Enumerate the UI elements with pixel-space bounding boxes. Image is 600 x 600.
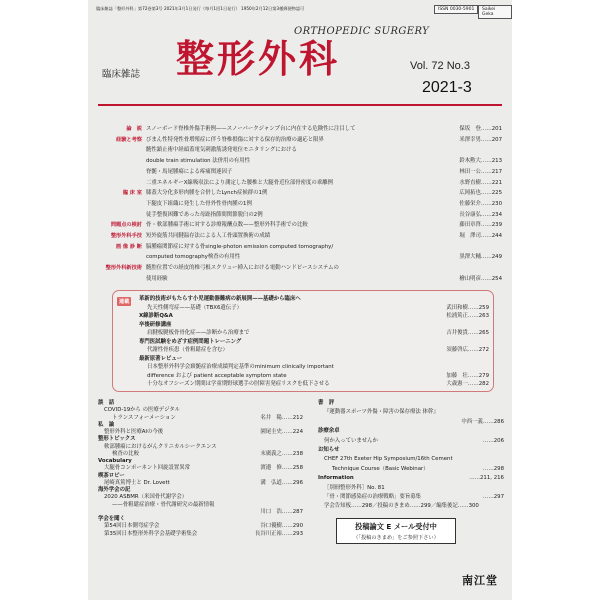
article-category: 問題点の検討 — [110, 222, 142, 229]
column-text: 私 論 — [98, 421, 115, 428]
journal-prefix: 臨床雑誌 — [102, 69, 141, 80]
column-text: 海外学会の記 — [98, 487, 131, 493]
column-text: 何か入っていませんか — [324, 437, 378, 444]
column-text: Vocabulary — [98, 458, 132, 464]
issue-date: 2021-3 — [422, 79, 472, 96]
column-text: 学会告知板……298／投稿のきまめ……299／編集後記……300 — [324, 503, 479, 510]
email-submission-callout — [336, 518, 456, 544]
column-author-page: 末廣義之……238 — [260, 450, 303, 457]
column-text: 2020 ASBMR（米国骨代謝学会） — [104, 494, 188, 501]
article-author-page: 堀 澤司……244 — [459, 233, 502, 239]
serial-text: 専門医試験をめざす症例問題トレーニング — [139, 338, 242, 345]
publisher-tag: Saikei Geka — [478, 5, 512, 19]
article-category: 経験と考察 — [116, 136, 142, 143]
column-text: Information — [318, 475, 354, 482]
article-category: 臨 床 室 — [122, 190, 142, 197]
serial-tag: 連載 — [119, 299, 130, 305]
column-author-page: 名井 陽……212 — [260, 414, 303, 421]
right-column — [318, 400, 504, 520]
serial-author-page: 武田和樹……259 — [446, 304, 489, 311]
article-author-page: 水野直樹……221 — [459, 179, 502, 186]
column-author-page: 長谷川正裕……293 — [254, 530, 303, 537]
column-text: お知らせ — [318, 447, 340, 453]
column-author-page: 中西一義……286 — [461, 418, 504, 425]
issn-box: ISSN 0030-5901 — [434, 5, 478, 14]
column-text: 「骨・関節感染症の治療戦略」要旨募集 — [324, 494, 422, 500]
article-title: 徒手整復困難であった母趾指節間関節脱臼の2例 — [146, 211, 263, 218]
magazine-cover — [88, 0, 512, 600]
article-title: 短外旋筋共同腱温存法による人工骨頭置換術の成績 — [146, 233, 270, 239]
column-text: 第35回日本整形外科学会基礎学術集会 — [104, 530, 198, 537]
column-text: 尾崎真篤博士と Dr. Lovett — [104, 479, 170, 486]
serial-list — [139, 296, 489, 391]
column-text: 第54回日本側弯症学会 — [104, 523, 160, 530]
serial-text: 卒後研修講座 — [139, 321, 172, 328]
column-author-page: ……206 — [482, 437, 504, 444]
column-text: Technique Course（Basic Webinar） — [332, 465, 429, 472]
column-text: 『運動器スポーツ外傷・障害の保存療法 体幹』 — [324, 409, 439, 416]
article-title: 髄性鎮止術中経頭蓋電気刺激筋誘発電位モニタリングにおける — [146, 147, 297, 154]
column-author-page: 溝 弘道……296 — [260, 479, 303, 486]
serial-author-page: 大歳憲一……282 — [446, 381, 489, 387]
article-list — [98, 126, 502, 291]
serial-text: 先天性側弯症——基礎（TBX6遺伝子） — [147, 304, 242, 311]
column-text: 整形外科と医療AIの今後 — [104, 429, 164, 435]
serial-text: 革新的技術がもたらす小児運動器難病の新展開——基礎から臨床へ — [139, 296, 301, 302]
article-author-page: 佐藤栄介……230 — [459, 200, 502, 207]
article-title: 脊髄・馬尾腫瘍による疼痛関連因子 — [146, 168, 233, 175]
callout-title: 投稿論文 E メール受付中 — [355, 522, 437, 531]
article-title: computed tomography検査の有用性 — [146, 254, 241, 261]
left-column — [98, 400, 303, 540]
column-author-page: 園尾圭史……224 — [260, 429, 303, 435]
column-text: 軟部腫瘍におけるがんクリニカルシークエンス — [104, 443, 217, 450]
serial-author-page: 須藤啓広……272 — [446, 347, 489, 353]
article-title: びまん性特発性骨増殖症に伴う脊椎損傷に対する保存的治療の適応と限界 — [146, 136, 324, 143]
serial-text: 代謝性骨疾患（骨粗鬆症を含む） — [147, 347, 228, 353]
main-title: 整形外科 — [176, 36, 341, 81]
column-text: トランスフォーメーション — [112, 414, 176, 421]
article-category: 整形外科手技 — [110, 233, 142, 239]
serial-text: 十分なオフシーズン期間は学童期野球選手の肘障害発症リスクを低下させる — [147, 381, 330, 387]
article-category: 画 像 診 断 — [115, 243, 142, 250]
print-info: 臨床雑誌「整形外科」第72巻第3号 2021年3月1日発行（毎月1回1日発行） 1950年2月12日第3種郵便物認可 — [96, 6, 305, 11]
article-title: 下腿皮下組織に発生した骨外性骨肉腫の1例 — [146, 200, 252, 207]
column-author-page: ……211, 216 — [469, 475, 504, 482]
article-title: 使用経験 — [146, 275, 168, 282]
column-author-page: 谷口優樹……290 — [260, 523, 303, 530]
column-text: 大腿骨コンポーネント回旋設置異常 — [104, 465, 190, 472]
column-text: 喫茶ロビー — [98, 472, 125, 479]
article-title: 膝蓋大分化多形肉腫を合併したLynch症候群の1例 — [146, 190, 268, 197]
column-text: COVID-19から の医療デジタル — [104, 407, 181, 414]
column-author-page: 渡邉 修……258 — [260, 465, 303, 472]
article-author-page: 長谷康弘……234 — [459, 211, 502, 218]
column-text: CHEF 27th Exeter Hip Symposium/16th Cement — [324, 456, 453, 463]
column-text: 書 評 — [318, 400, 335, 406]
article-title: double train stimulation 法併用の有用性 — [146, 158, 251, 165]
serial-author-page: 松浦篤正……263 — [446, 313, 489, 319]
article-title: 二重エネルギーX線吸収法により測定した腰椎と大腿骨近位部骨密度の乖離例 — [146, 179, 333, 186]
serial-author-page: 加藤 壮……279 — [446, 372, 489, 379]
article-author-page: 林田一公……217 — [459, 168, 502, 175]
serial-text: 最新原著レビュー — [139, 355, 183, 362]
article-title: スノーボード脊椎外傷手術例——スノーパークジャンプ台に内在する危険性に注目して — [146, 126, 356, 132]
article-author-page: 広岡拓也……225 — [459, 190, 502, 197]
column-text: 診療余卓 — [318, 428, 340, 435]
article-category: 論 説 — [126, 126, 142, 132]
article-title: 脳腫瘍関節症に対する骨single-photon emission computed tomography/ — [146, 243, 334, 250]
column-text: 学会を聞く — [98, 516, 125, 522]
serial-text: difference および patient acceptable symptom state — [147, 372, 287, 379]
column-text: ——骨粗鬆症治療・骨代謝研究の最新情報 — [112, 501, 215, 508]
column-author-page: ……298 — [482, 465, 504, 472]
english-title: ORTHOPEDIC SURGERY — [294, 26, 430, 37]
column-text: 検査の比較 — [112, 450, 139, 457]
callout-note: （「投稿のきまめ」をご参照下さい） — [353, 535, 439, 541]
article-title: 骨・軟部腫瘍手術に対する診療報酬点数——整形外科手術での比較 — [146, 222, 308, 229]
article-title: 髄腔位置での経皮的椎弓根スクリュー挿入における電動ハンドピースシステムの — [146, 265, 339, 272]
volume-number: Vol. 72 No.3 — [410, 60, 470, 72]
serial-text: 肩腱板腱板骨骨化症——診断から治療まで — [147, 330, 250, 336]
article-category: 整形外科新技術 — [105, 265, 142, 272]
article-author-page: 米澤幸男……207 — [459, 136, 502, 143]
serial-box — [112, 290, 494, 392]
article-author-page: 檜山明彦……254 — [459, 275, 502, 282]
article-author-page: 黒澤大輔……249 — [459, 254, 502, 261]
publisher-name: 南江堂 — [462, 574, 498, 587]
column-text: 整形トピックス — [98, 436, 136, 443]
article-author-page: 藤田章啓……239 — [459, 222, 502, 229]
serial-text: X線診断Q&A — [139, 313, 173, 319]
column-text: 談 話 — [98, 400, 115, 406]
column-author-page: ……297 — [482, 494, 504, 500]
article-author-page: 保坂 登……201 — [459, 126, 502, 132]
serial-text: 日本整形外科学会頚髄症治療成績判定基準のminimum clinically important — [147, 364, 334, 370]
serial-author-page: 吉井俊貴……265 — [446, 330, 489, 336]
column-author-page: 川口 浩……287 — [260, 508, 303, 515]
column-text: ［別冊整形外科］No. 81 — [324, 484, 385, 491]
title-divider — [98, 104, 502, 106]
article-author-page: 鈴木勲大……213 — [459, 158, 502, 165]
